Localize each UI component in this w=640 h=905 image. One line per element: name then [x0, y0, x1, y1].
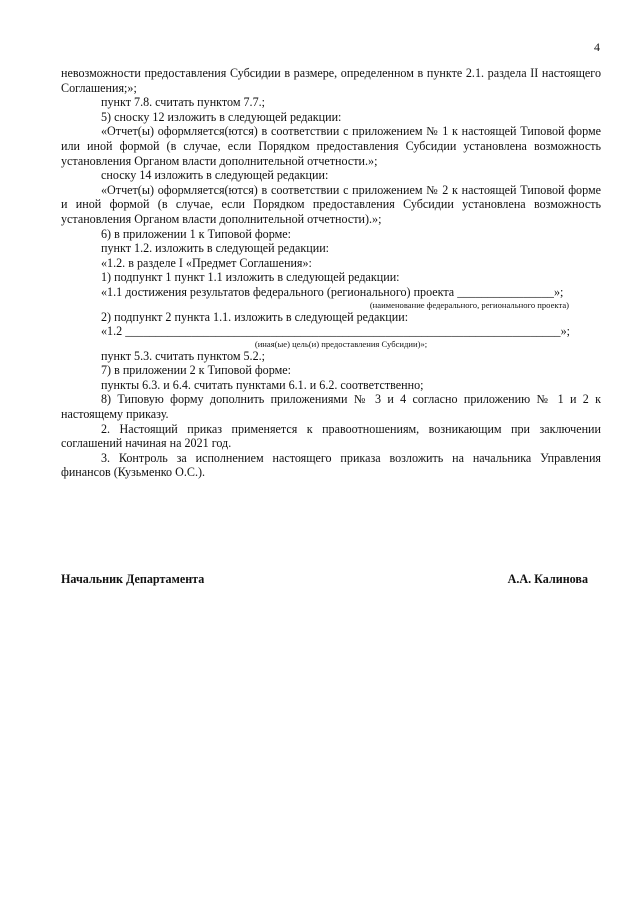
paragraph: 1) подпункт 1 пункт 1.1 изложить в следующей редакции: [101, 270, 400, 285]
signature-block [61, 572, 588, 587]
paragraph: 7) в приложении 2 к Типовой форме: [101, 363, 291, 378]
paragraph: 3. Контроль за исполнением настоящего приказа возложить на начальника Управления финансов (Кузьменко О.С.). [61, 450, 601, 480]
paragraph: 8) Типовую форму дополнить приложениями № 3 и 4 согласно приложению № 1 и 2 к настоящему приказу. [61, 392, 601, 422]
paragraph: 2. Настоящий приказ применяется к правоотношениям, возникающим при заключении соглашений начиная на 2021 год. [61, 421, 601, 451]
paragraph: 5) сноску 12 изложить в следующей редакции: [101, 109, 342, 124]
field-caption: (наименование федерального, регионального проекта) [369, 299, 569, 310]
field-caption: (иная(ые) цель(и) предоставления Субсидии)»; [254, 338, 428, 349]
paragraph: невозможности предоставления Субсидии в размере, определенном в пункте 2.1. раздела II настоящего Соглашения;»; [61, 66, 601, 95]
paragraph: «1.2. в разделе I «Предмет Соглашения»: [101, 255, 312, 270]
paragraph: сноску 14 изложить в следующей редакции: [101, 168, 329, 183]
paragraph: 2) подпункт 2 пункта 1.1. изложить в следующей редакции: [101, 309, 409, 324]
paragraph: «Отчет(ы) оформляется(ются) в соответствии с приложением № 2 к настоящей Типовой форме и иной формой (в случае, если Порядком предоставления Субсидии установлена возможность установления Органом власти дополнительной отчетности).»; [61, 182, 601, 226]
signatory-position: Начальник Департамента [61, 572, 205, 586]
paragraph: «1.1 достижения результатов федерального (регионального) проекта ________________»; [101, 284, 564, 299]
paragraph: пункт 5.3. считать пунктом 5.2.; [101, 348, 265, 363]
document-body [61, 66, 601, 480]
paragraph: «Отчет(ы) оформляется(ются) в соответствии с приложением № 1 к настоящей Типовой форме или иной формой (в случае, если Порядком предоставления Субсидии установлена возможность установления Органом власти дополнительной отчетности.»; [61, 124, 601, 168]
paragraph: 6) в приложении 1 к Типовой форме: [101, 226, 291, 241]
paragraph: «1.2 ________________________________________________________________________»; [101, 324, 570, 339]
page-number: 4 [594, 40, 600, 54]
paragraph: пункт 1.2. изложить в следующей редакции: [101, 241, 330, 256]
paragraph: пункты 6.3. и 6.4. считать пунктами 6.1. и 6.2. соответственно; [101, 377, 424, 392]
paragraph: пункт 7.8. считать пунктом 7.7.; [101, 95, 265, 110]
signatory-name: А.А. Калинова [507, 572, 588, 586]
